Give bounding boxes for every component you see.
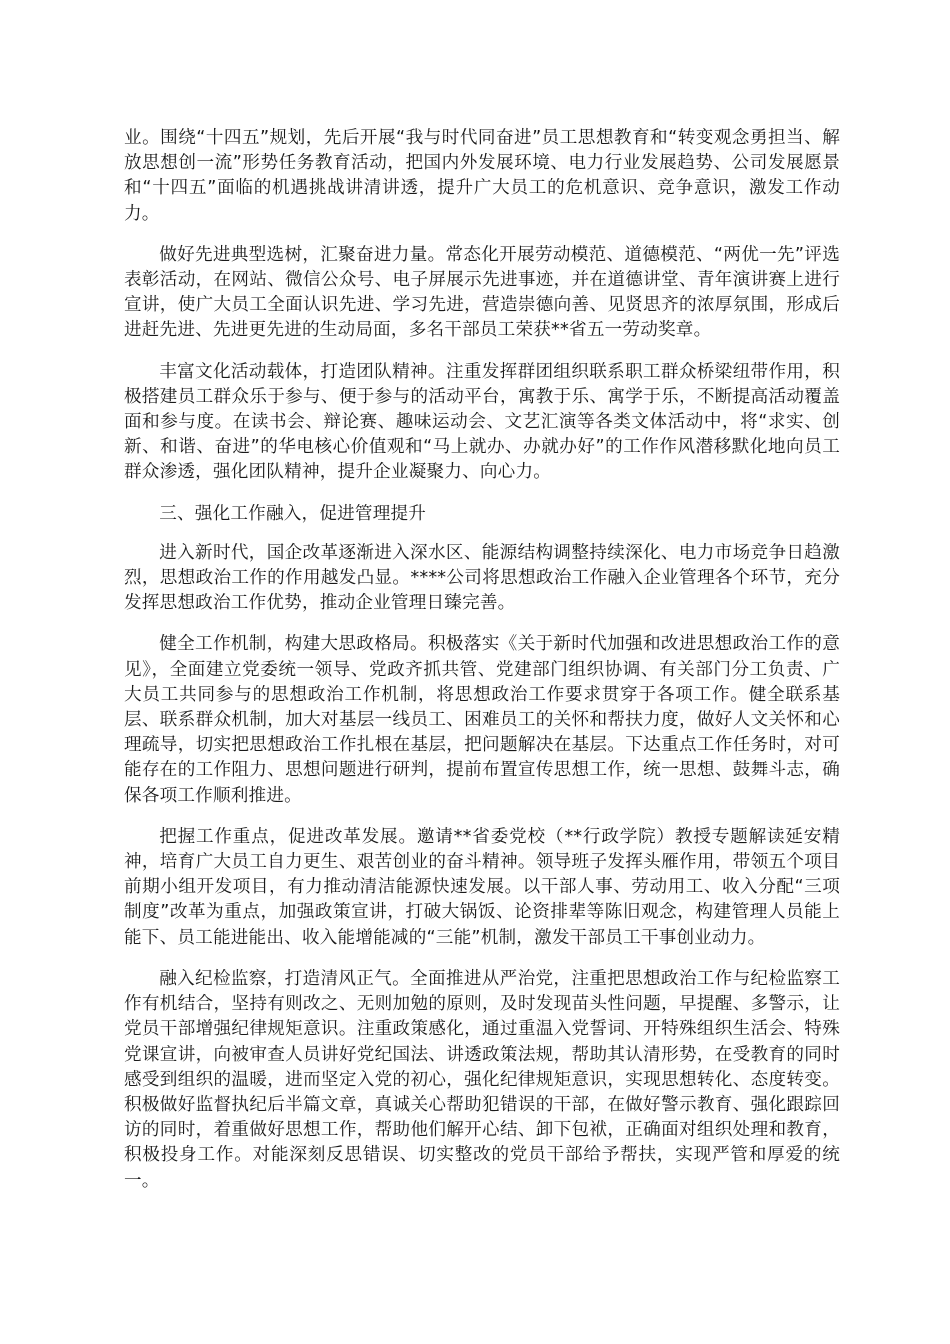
paragraph-discipline-inspection: 融入纪检监察，打造清风正气。全面推进从严治党，注重把思想政治工作与纪检监察工作有机结合，坚持有则改之、无则加勉的原则，及时发现苗头性问题，早提醒、多警示，让党员干部增强纪律规矩意识。注重政策感化，通过重温入党誓词、开特殊组织生活会、特殊党课宣讲，向被审查人员讲好党纪国法、讲透政策法规，帮助其认清形势，在受教育的同时感受到组织的温暖，进而坚定入党的初心，强化纪律规矩意识，实现思想转化、态度转变。积极做好监督执纪后半篇文章，真诚关心帮助犯错误的干部，在做好警示教育、强化跟踪回访的同时，着重做好思想工作，帮助他们解开心结、卸下包袱，正确面对组织处理和教育，积极投身工作。对能深刻反思错误、切实整改的党员干部给予帮扶，实现严管和厚爱的统一。 bbox=[124, 968, 840, 1191]
document-page bbox=[124, 126, 840, 1210]
paragraph-advanced-models: 做好先进典型选树，汇聚奋进力量。常态化开展劳动模范、道德模范、“两优一先”评选表彰活动，在网站、微信公众号、电子屏展示先进事迹，并在道德讲堂、青年演讲赛上进行宣讲，使广大员工全面认识先进、学习先进，营造崇德向善、见贤思齐的浓厚氛围，形成后进赶先进、先进更先进的生动局面，多名干部员工荣获**省五一劳动奖章。 bbox=[124, 244, 840, 341]
section-heading: 三、强化工作融入，促进管理提升 bbox=[159, 503, 427, 524]
paragraph-cultural-activities: 丰富文化活动载体，打造团队精神。注重发挥群团组织联系职工群众桥梁纽带作用，积极搭建员工群众乐于参与、便于参与的活动平台，寓教于乐、寓学于乐，不断提高活动覆盖面和参与度。在读书会、辩论赛、趣味运动会、文艺汇演等各类文体活动中，将“求实、创新、和谐、奋进”的华电核心价值观和“马上就办、办就办好”的工作作风潜移默化地向员工群众渗透，强化团队精神，提升企业凝聚力、向心力。 bbox=[124, 361, 840, 483]
paragraph-work-mechanism: 健全工作机制，构建大思政格局。积极落实《关于新时代加强和改进思想政治工作的意见》，全面建立党委统一领导、党政齐抓共管、党建部门组织协调、有关部门分工负责、广大员工共同参与的思想政治工作机制，将思想政治工作要求贯穿于各项工作。健全联系基层、联系群众机制，加大对基层一线员工、困难员工的关怀和帮扶力度，做好人文关怀和心理疏导，切实把思想政治工作扎根在基层，把问题解决在基层。下达重点工作任务时，对可能存在的工作阻力、思想问题进行研判，提前布置宣传思想工作，统一思想、鼓舞斗志，确保各项工作顺利推进。 bbox=[124, 634, 840, 806]
paragraph-reform-development: 把握工作重点，促进改革发展。邀请**省委党校（**行政学院）教授专题解读延安精神，培育广大员工自力更生、艰苦创业的奋斗精神。领导班子发挥头雁作用，带领五个项目前期小组开发项目，有力推动清洁能源快速发展。以干部人事、劳动用工、收入分配“三项制度”改革为重点，加强政策宣讲，打破大锅饭、论资排辈等陈旧观念，构建管理人员能上能下、员工能进能出、收入能增能减的“三能”机制，激发干部员工干事创业动力。 bbox=[124, 826, 840, 948]
paragraph-new-era: 进入新时代，国企改革逐渐进入深水区、能源结构调整持续深化、电力市场竞争日趋激烈，思想政治工作的作用越发凸显。****公司将思想政治工作融入企业管理各个环节，充分发挥思想政治工作优势，推动企业管理日臻完善。 bbox=[124, 542, 840, 614]
paragraph-continuation: 业。围绕“十四五”规划，先后开展“我与时代同奋进”员工思想教育和“转变观念勇担当、解放思想创一流”形势任务教育活动，把国内外发展环境、电力行业发展趋势、公司发展愿景和“十四五”面临的机遇挑战讲清讲透，提升广大员工的危机意识、竞争意识，激发工作动力。 bbox=[124, 128, 840, 224]
